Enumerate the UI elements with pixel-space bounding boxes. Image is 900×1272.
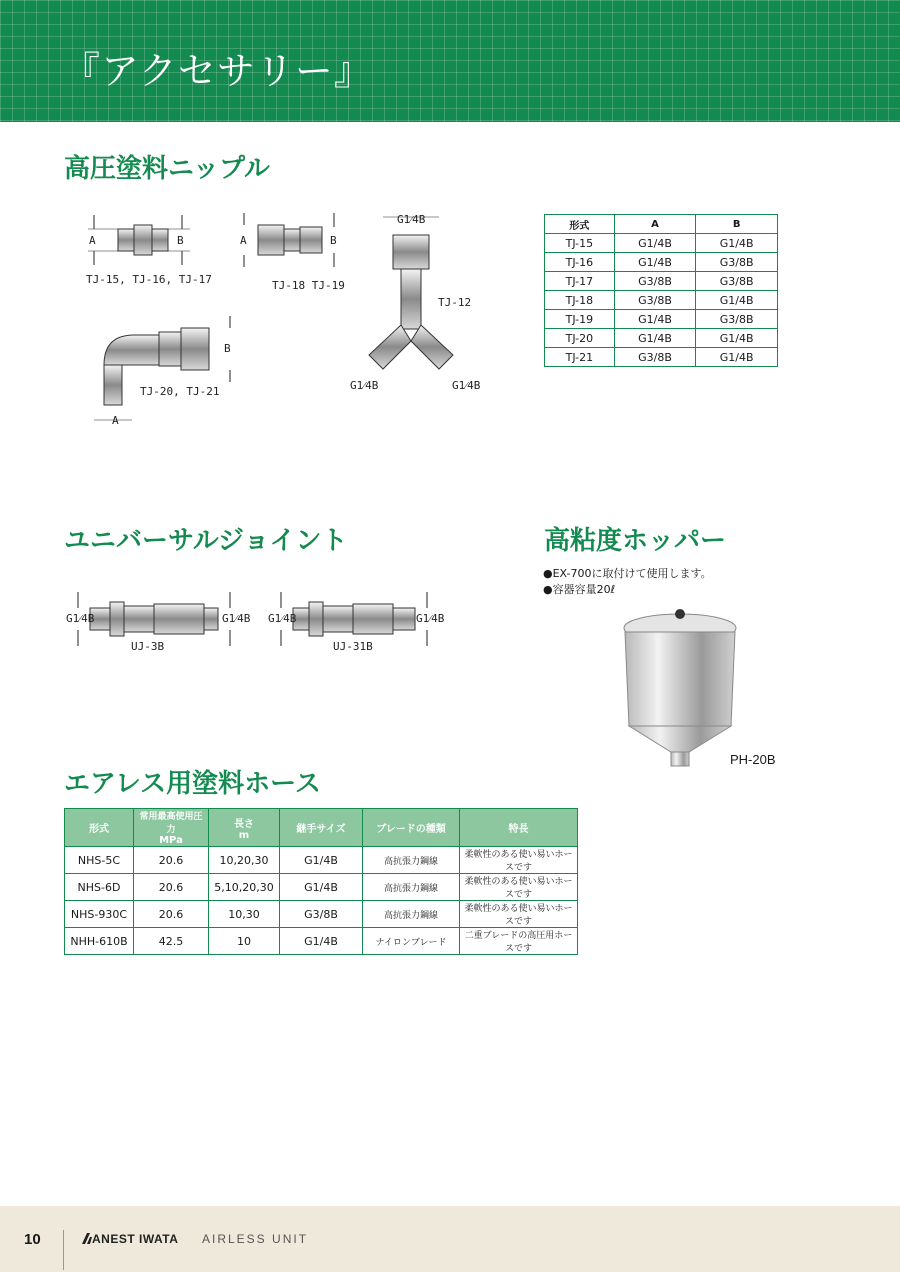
hopper-caption: PH-20B — [730, 752, 776, 767]
tj20-caption: TJ-20, TJ-21 — [140, 385, 220, 398]
table-cell: G1/4B — [614, 310, 696, 329]
tj20-b-label: B — [224, 342, 231, 355]
uj31b-caption: UJ-31B — [333, 640, 373, 653]
header-line: m — [238, 829, 250, 841]
table-header — [209, 809, 280, 847]
tj12-right-label: G1⁄4B — [452, 379, 481, 392]
table-row — [545, 348, 778, 367]
table-header: 特長 — [460, 809, 578, 847]
table-cell: G1/4B — [696, 234, 778, 253]
hose-spec-table — [64, 808, 578, 955]
table-cell: 高抗張力鋼線 — [363, 847, 460, 874]
table-row — [65, 874, 578, 901]
hose-section-title: エアレス用塗料ホース — [64, 769, 321, 799]
unit-name: AIRLESS UNIT — [202, 1232, 309, 1246]
tj12-top-label: G1⁄4B — [397, 213, 426, 226]
header-line: MPa — [159, 835, 183, 846]
tj20-a-label: A — [112, 414, 119, 427]
tj15-b-label: B — [177, 234, 184, 247]
hopper-note: ●容器容量20ℓ — [543, 583, 616, 596]
nipple-spec-table — [544, 214, 778, 367]
table-cell: G1/4B — [280, 847, 363, 874]
footer — [0, 1206, 900, 1272]
brand-logo-icon — [82, 1233, 92, 1244]
uj3b-caption: UJ-3B — [131, 640, 165, 653]
table-row — [545, 329, 778, 348]
table-cell: 柔軟性のある使い易いホースです — [460, 874, 578, 901]
table-cell: 42.5 — [134, 928, 209, 955]
table-cell: G3/8B — [614, 348, 696, 367]
footer-divider — [63, 1230, 64, 1270]
tj12-caption: TJ-12 — [438, 296, 472, 309]
joint-section-title: ユニバーサルジョイント — [64, 526, 348, 556]
table-cell: 10,20,30 — [209, 847, 280, 874]
brand-name: ANEST IWATA — [92, 1232, 179, 1246]
table-row — [545, 291, 778, 310]
table-cell: 二重ブレードの高圧用ホースです — [460, 928, 578, 955]
table-cell: NHH-610B — [65, 928, 134, 955]
uj3b-right-label: G1⁄4B — [222, 612, 251, 625]
table-cell: G3/8B — [696, 310, 778, 329]
page-title: 『アクセサリー』 — [62, 49, 373, 93]
table-cell: ナイロンブレード — [363, 928, 460, 955]
table-cell: 10,30 — [209, 901, 280, 928]
hopper-section-title: 高粘度ホッパー — [544, 526, 727, 556]
tj18-b-label: B — [330, 234, 337, 247]
table-cell: G3/8B — [614, 291, 696, 310]
table-cell: TJ-17 — [545, 272, 615, 291]
table-header: B — [696, 215, 778, 234]
tj18-caption: TJ-18 TJ-19 — [272, 279, 345, 292]
table-cell: G3/8B — [280, 901, 363, 928]
table-cell: TJ-18 — [545, 291, 615, 310]
table-cell: G1/4B — [696, 348, 778, 367]
uj31b-right-label: G1⁄4B — [416, 612, 445, 625]
table-cell: G3/8B — [696, 272, 778, 291]
table-cell: 高抗張力鋼線 — [363, 901, 460, 928]
tj20-drawing — [84, 310, 254, 435]
header-banner — [0, 0, 900, 122]
tj15-caption: TJ-15, TJ-16, TJ-17 — [86, 273, 212, 286]
table-cell: NHS-930C — [65, 901, 134, 928]
table-row — [65, 928, 578, 955]
table-cell: G1/4B — [280, 874, 363, 901]
table-cell: TJ-21 — [545, 348, 615, 367]
table-cell: NHS-5C — [65, 847, 134, 874]
table-row — [545, 310, 778, 329]
table-cell: 柔軟性のある使い易いホースです — [460, 901, 578, 928]
table-row — [545, 253, 778, 272]
table-cell: G1/4B — [696, 291, 778, 310]
table-cell: 10 — [209, 928, 280, 955]
table-cell: G3/8B — [614, 272, 696, 291]
table-cell: TJ-16 — [545, 253, 615, 272]
table-cell: TJ-20 — [545, 329, 615, 348]
table-header: 形式 — [65, 809, 134, 847]
tj12-left-label: G1⁄4B — [350, 379, 379, 392]
table-header: 形式 — [545, 215, 615, 234]
table-cell: TJ-15 — [545, 234, 615, 253]
header-line: 常用最高使用圧力 — [139, 812, 203, 835]
table-cell: NHS-6D — [65, 874, 134, 901]
header-line: 長さ — [234, 818, 254, 830]
table-row — [65, 901, 578, 928]
table-cell: 20.6 — [134, 874, 209, 901]
tj15-a-label: A — [89, 234, 96, 247]
table-cell: 20.6 — [134, 847, 209, 874]
table-cell: G1/4B — [614, 329, 696, 348]
table-header: 継手サイズ — [280, 809, 363, 847]
table-cell: 20.6 — [134, 901, 209, 928]
table-cell: G1/4B — [280, 928, 363, 955]
uj31b-left-label: G1⁄4B — [268, 612, 297, 625]
uj3b-left-label: G1⁄4B — [66, 612, 95, 625]
table-cell: G1/4B — [696, 329, 778, 348]
table-row — [545, 234, 778, 253]
table-header: A — [614, 215, 696, 234]
tj18-a-label: A — [240, 234, 247, 247]
table-cell: 5,10,20,30 — [209, 874, 280, 901]
hopper-drawing — [615, 604, 745, 770]
table-cell: TJ-19 — [545, 310, 615, 329]
table-cell: G3/8B — [696, 253, 778, 272]
table-header: ブレードの種類 — [363, 809, 460, 847]
page-number: 10 — [24, 1231, 41, 1248]
table-cell: 柔軟性のある使い易いホースです — [460, 847, 578, 874]
table-cell: G1/4B — [614, 253, 696, 272]
table-header — [134, 809, 209, 847]
table-cell: 高抗張力鋼線 — [363, 874, 460, 901]
hopper-notes — [543, 566, 712, 598]
nipple-section-title: 高圧塗料ニップル — [64, 154, 270, 184]
table-row — [545, 272, 778, 291]
hopper-note: ●EX-700に取付けて使用します。 — [543, 567, 712, 580]
table-row — [65, 847, 578, 874]
table-cell: G1/4B — [614, 234, 696, 253]
